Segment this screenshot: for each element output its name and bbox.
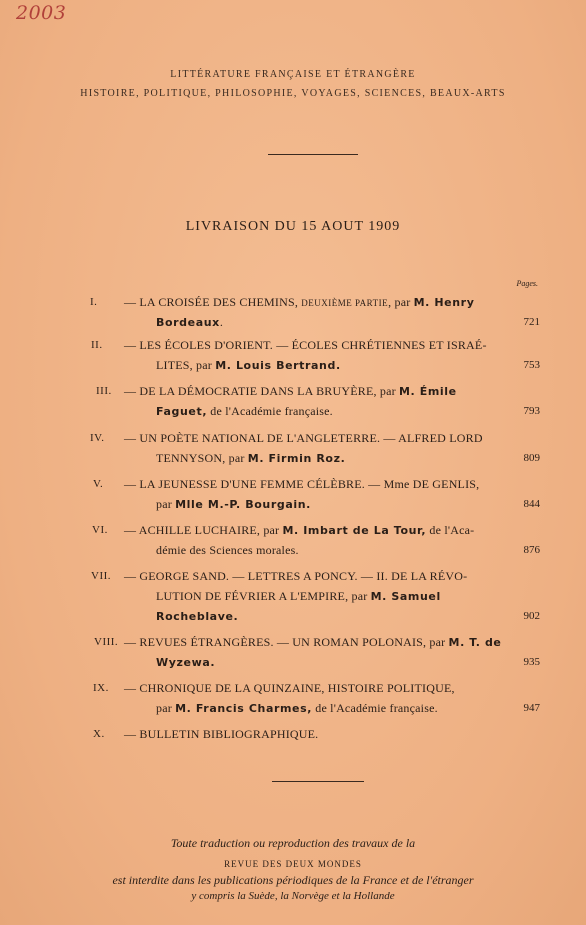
entry-text: par bbox=[156, 701, 176, 715]
divider-top bbox=[268, 154, 358, 155]
entry-line bbox=[156, 448, 540, 469]
entry-number: IV. bbox=[90, 432, 105, 444]
pages-header: Pages. bbox=[516, 279, 538, 288]
entry-number: III. bbox=[96, 385, 112, 397]
author-name: Bordeaux bbox=[156, 316, 220, 329]
handwritten-number: 2003 bbox=[16, 2, 67, 24]
page-number: 876 bbox=[523, 544, 540, 556]
entry-line bbox=[156, 494, 540, 515]
entry-line: — BULLETIN BIBLIOGRAPHIQUE. bbox=[124, 727, 319, 741]
journal-name: REVUE DES DEUX MONDES bbox=[224, 859, 362, 869]
author-name: M. T. de bbox=[448, 636, 502, 649]
page-number: 753 bbox=[523, 359, 540, 371]
page-number: 947 bbox=[523, 702, 540, 714]
author-name: M. Louis Bertrand. bbox=[215, 359, 341, 372]
entry-number: V. bbox=[93, 478, 104, 490]
divider-bottom bbox=[272, 781, 364, 782]
entry-text: LITES, par bbox=[156, 358, 216, 372]
header-line-2: HISTOIRE, POLITIQUE, PHILOSOPHIE, VOYAGES, SCIENCES, BEAUX-ARTS bbox=[80, 88, 506, 99]
entry-line: — UN POÈTE NATIONAL DE L'ANGLETERRE. — ALFRED LORD bbox=[124, 431, 483, 445]
author-name: M. Firmin Roz. bbox=[247, 452, 346, 465]
entry-text: — LA CROISÉE DES CHEMINS, bbox=[124, 295, 302, 309]
entry-line bbox=[156, 698, 540, 719]
entry-number: IX. bbox=[93, 682, 109, 694]
author-name: Faguet, bbox=[156, 405, 208, 418]
entry-text: . bbox=[219, 315, 224, 329]
entry-number: VIII. bbox=[94, 636, 119, 648]
entry-text: — DE LA DÉMOCRATIE DANS LA BRUYÈRE, par bbox=[124, 384, 399, 398]
entry-line bbox=[156, 586, 540, 607]
entry-text: de l'Aca- bbox=[426, 523, 475, 537]
page-number: 809 bbox=[523, 452, 540, 464]
entry-line bbox=[156, 652, 540, 673]
author-name: M. Henry bbox=[413, 296, 475, 309]
author-name: M. Émile bbox=[399, 385, 457, 398]
footer-line-2 bbox=[0, 856, 586, 871]
author-name: M. Samuel bbox=[370, 590, 441, 603]
entry-number: X. bbox=[93, 728, 105, 740]
entry-text: LUTION DE FÉVRIER A L'EMPIRE, par bbox=[156, 589, 371, 603]
page-number: 721 bbox=[523, 316, 540, 328]
entry-line bbox=[124, 632, 540, 653]
entry-number: VII. bbox=[91, 570, 112, 582]
author-name: Mlle M.-P. Bourgain. bbox=[175, 498, 311, 511]
entry-line bbox=[156, 312, 540, 333]
entry-line bbox=[156, 401, 540, 422]
entry-text: — REVUES ÉTRANGÈRES. — UN ROMAN POLONAIS, par bbox=[124, 635, 449, 649]
entry-line bbox=[124, 520, 540, 541]
entry-text: par bbox=[156, 497, 176, 511]
entry-line bbox=[124, 292, 540, 313]
entry-line: — LA JEUNESSE D'UNE FEMME CÉLÈBRE. — Mme DE GENLIS, bbox=[124, 477, 480, 491]
entry-line: démie des Sciences morales. bbox=[156, 543, 299, 557]
author-name: Rocheblave. bbox=[156, 610, 239, 623]
entry-text: DEUXIÈME PARTIE bbox=[301, 298, 389, 308]
page-number: 935 bbox=[523, 656, 540, 668]
page-number: 844 bbox=[523, 498, 540, 510]
entry-line: — GEORGE SAND. — LETTRES A PONCY. — II. DE LA RÉVO- bbox=[124, 569, 468, 583]
entry-number: VI. bbox=[92, 524, 108, 536]
entry-text: de l'Académie française. bbox=[207, 404, 333, 418]
footer-line-3: est interdite dans les publications périodiques de la France et de l'étranger bbox=[112, 873, 474, 887]
author-name: M. Imbart de La Tour, bbox=[282, 524, 427, 537]
page-number: 793 bbox=[523, 405, 540, 417]
entry-line bbox=[156, 606, 540, 627]
entry-number: II. bbox=[91, 339, 103, 351]
issue-title: LIVRAISON DU 15 AOUT 1909 bbox=[185, 219, 401, 234]
author-name: Wyzewa. bbox=[156, 656, 216, 669]
entry-line: — LES ÉCOLES D'ORIENT. — ÉCOLES CHRÉTIENNES ET ISRAÉ- bbox=[124, 338, 487, 352]
entry-text: de l'Académie française. bbox=[312, 701, 438, 715]
entry-text: , par bbox=[388, 295, 414, 309]
header-line-1: LITTÉRATURE FRANÇAISE ET ÉTRANGÈRE bbox=[170, 69, 416, 80]
footer-line-1: Toute traduction ou reproduction des travaux de la bbox=[170, 836, 416, 850]
entry-line bbox=[156, 355, 540, 376]
entry-text: TENNYSON, par bbox=[156, 451, 248, 465]
entry-line bbox=[124, 381, 540, 402]
footer-line-4: y compris la Suède, la Norvège et la Hollande bbox=[191, 890, 395, 902]
page-number: 902 bbox=[523, 610, 540, 622]
entry-number: I. bbox=[90, 296, 98, 308]
author-name: M. Francis Charmes, bbox=[175, 702, 313, 715]
entry-text: — ACHILLE LUCHAIRE, par bbox=[124, 523, 283, 537]
entry-line: — CHRONIQUE DE LA QUINZAINE, HISTOIRE POLITIQUE, bbox=[124, 681, 455, 695]
